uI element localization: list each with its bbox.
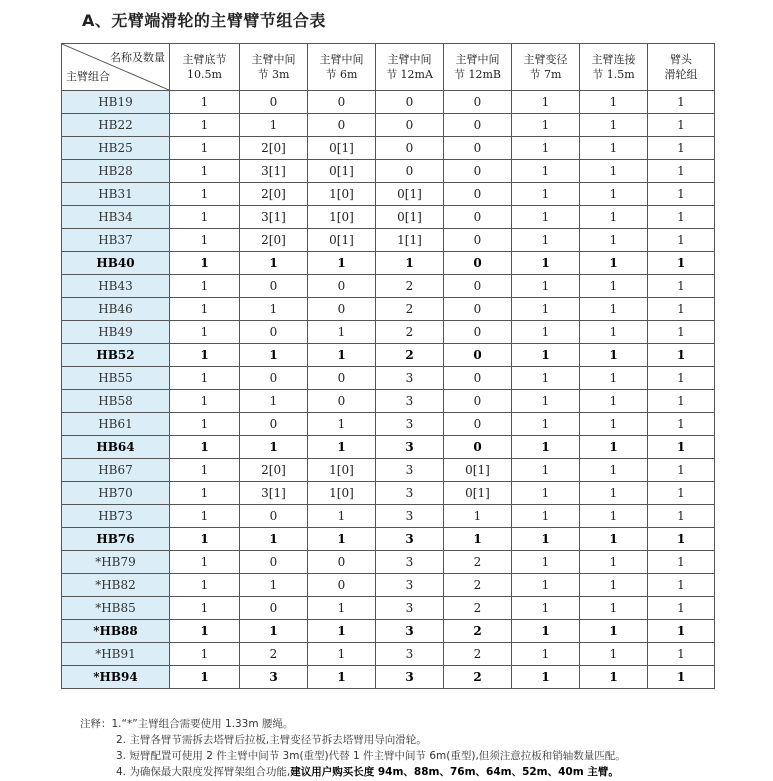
quantity-cell: 1 <box>648 459 715 482</box>
combination-name-cell: *HB94 <box>62 666 170 689</box>
quantity-cell: 3 <box>376 459 444 482</box>
quantity-cell: 1 <box>648 482 715 505</box>
corner-top-label: 名称及数量 <box>110 51 165 64</box>
quantity-cell: 1 <box>648 229 715 252</box>
quantity-cell: 1 <box>580 321 648 344</box>
quantity-cell: 1[0] <box>308 459 376 482</box>
table-row <box>62 666 715 689</box>
combination-name-cell: *HB85 <box>62 597 170 620</box>
quantity-cell: 1 <box>170 643 240 666</box>
table-row <box>62 620 715 643</box>
column-header-line: 节 7m <box>529 68 562 81</box>
quantity-cell: 1 <box>512 206 580 229</box>
quantity-cell: 1 <box>444 528 512 551</box>
quantity-cell: 1 <box>648 551 715 574</box>
table-row <box>62 390 715 413</box>
quantity-cell: 0 <box>444 298 512 321</box>
quantity-cell: 1 <box>580 252 648 275</box>
quantity-cell: 2[0] <box>240 229 308 252</box>
quantity-cell: 1 <box>240 114 308 137</box>
note-4: 4. 为确保最大限度发挥臂架组合功能,建议用户购买长度 94m、88m、76m、64m、52m、40m 主臂。 <box>116 766 619 778</box>
table-row <box>62 275 715 298</box>
quantity-cell: 1 <box>308 321 376 344</box>
table-row <box>62 574 715 597</box>
quantity-cell: 1 <box>512 298 580 321</box>
quantity-cell: 1 <box>170 275 240 298</box>
column-header-line: 主臂中间 <box>455 53 500 66</box>
combination-name-cell: HB25 <box>62 137 170 160</box>
quantity-cell: 1 <box>376 252 444 275</box>
quantity-cell: 0 <box>444 413 512 436</box>
quantity-cell: 1 <box>512 229 580 252</box>
quantity-cell: 0 <box>444 183 512 206</box>
quantity-cell: 0 <box>240 551 308 574</box>
combination-name-cell: HB49 <box>62 321 170 344</box>
quantity-cell: 1 <box>648 390 715 413</box>
quantity-cell: 1 <box>512 275 580 298</box>
quantity-cell: 1 <box>170 551 240 574</box>
quantity-cell: 1 <box>170 528 240 551</box>
quantity-cell: 0 <box>308 298 376 321</box>
corner-bottom-label: 主臂组合 <box>66 70 110 83</box>
quantity-cell: 0 <box>444 229 512 252</box>
quantity-cell: 1 <box>512 597 580 620</box>
quantity-cell: 1 <box>580 344 648 367</box>
combination-name-cell: HB70 <box>62 482 170 505</box>
column-header <box>444 44 512 91</box>
quantity-cell: 0 <box>444 390 512 413</box>
quantity-cell: 1 <box>240 390 308 413</box>
note-3: 3. 短臂配置可使用 2 件主臂中间节 3m(重型)代替 1 件主臂中间节 6m(重型),但须注意拉板和销轴数量匹配。 <box>116 750 626 762</box>
quantity-cell: 1 <box>512 183 580 206</box>
quantity-cell: 1 <box>648 620 715 643</box>
quantity-cell: 3 <box>376 620 444 643</box>
quantity-cell: 1 <box>170 436 240 459</box>
quantity-cell: 0 <box>308 275 376 298</box>
quantity-cell: 3 <box>376 482 444 505</box>
column-header <box>648 44 715 91</box>
table-row <box>62 344 715 367</box>
column-header-line: 节 12mA <box>386 68 433 81</box>
quantity-cell: 1 <box>170 252 240 275</box>
quantity-cell: 0[1] <box>308 137 376 160</box>
quantity-cell: 1 <box>580 390 648 413</box>
quantity-cell: 1 <box>240 436 308 459</box>
quantity-cell: 1 <box>170 666 240 689</box>
quantity-cell: 1 <box>512 436 580 459</box>
quantity-cell: 0[1] <box>308 160 376 183</box>
quantity-cell: 3 <box>376 390 444 413</box>
quantity-cell: 1 <box>648 91 715 114</box>
quantity-cell: 1 <box>308 666 376 689</box>
quantity-cell: 1 <box>648 321 715 344</box>
combination-name-cell: HB40 <box>62 252 170 275</box>
quantity-cell: 1 <box>580 643 648 666</box>
column-header-line: 主臂中间 <box>251 53 296 66</box>
page-title: A、无臂端滑轮的主臂臂节组合表 <box>82 11 326 30</box>
quantity-cell: 1 <box>240 252 308 275</box>
quantity-cell: 1 <box>580 91 648 114</box>
combination-name-cell: HB67 <box>62 459 170 482</box>
quantity-cell: 1 <box>512 344 580 367</box>
quantity-cell: 0[1] <box>444 482 512 505</box>
quantity-cell: 3 <box>376 597 444 620</box>
quantity-cell: 1 <box>580 597 648 620</box>
note-2: 2. 主臂各臂节需拆去塔臂后拉板,主臂变径节拆去塔臂用导向滑轮。 <box>116 734 427 746</box>
quantity-cell: 0 <box>240 367 308 390</box>
column-header-line: 主臂变径 <box>523 53 568 66</box>
quantity-cell: 1 <box>580 666 648 689</box>
combination-name-cell: *HB82 <box>62 574 170 597</box>
quantity-cell: 1 <box>170 114 240 137</box>
quantity-cell: 3 <box>376 666 444 689</box>
quantity-cell: 0 <box>376 91 444 114</box>
quantity-cell: 1 <box>512 551 580 574</box>
quantity-cell: 1 <box>170 160 240 183</box>
quantity-cell: 1 <box>648 160 715 183</box>
combination-name-cell: HB28 <box>62 160 170 183</box>
quantity-cell: 1 <box>170 229 240 252</box>
column-header-line: 节 3m <box>257 68 290 81</box>
column-header-line: 10.5m <box>187 68 222 81</box>
table-row <box>62 252 715 275</box>
column-header <box>308 44 376 91</box>
quantity-cell: 3 <box>376 528 444 551</box>
column-header <box>376 44 444 91</box>
combination-name-cell: HB22 <box>62 114 170 137</box>
quantity-cell: 1 <box>580 551 648 574</box>
quantity-cell: 0 <box>308 367 376 390</box>
quantity-cell: 1 <box>512 252 580 275</box>
quantity-cell: 1 <box>308 344 376 367</box>
quantity-cell: 2 <box>444 666 512 689</box>
quantity-cell: 0[1] <box>376 206 444 229</box>
quantity-cell: 1 <box>170 367 240 390</box>
quantity-cell: 2 <box>444 574 512 597</box>
quantity-cell: 2 <box>444 620 512 643</box>
column-header-line: 节 1.5m <box>592 68 635 81</box>
quantity-cell: 1 <box>170 413 240 436</box>
quantity-cell: 1 <box>308 505 376 528</box>
quantity-cell: 1 <box>308 252 376 275</box>
quantity-cell: 0[1] <box>308 229 376 252</box>
combination-name-cell: HB37 <box>62 229 170 252</box>
quantity-cell: 3 <box>240 666 308 689</box>
column-header-line: 主臂底节 <box>182 53 227 66</box>
quantity-cell: 1 <box>580 413 648 436</box>
quantity-cell: 0 <box>444 114 512 137</box>
notes-section <box>80 716 626 780</box>
quantity-cell: 1 <box>170 390 240 413</box>
quantity-cell: 1 <box>648 137 715 160</box>
column-header-line: 节 12mB <box>453 68 501 81</box>
quantity-cell: 1 <box>512 459 580 482</box>
combination-name-cell: HB19 <box>62 91 170 114</box>
quantity-cell: 1[1] <box>376 229 444 252</box>
quantity-cell: 1 <box>648 344 715 367</box>
quantity-cell: 0 <box>376 137 444 160</box>
quantity-cell: 1 <box>240 574 308 597</box>
notes-label: 注释： <box>80 718 112 730</box>
quantity-cell: 0 <box>240 275 308 298</box>
quantity-cell: 2 <box>444 597 512 620</box>
boom-combination-table <box>61 43 715 689</box>
quantity-cell: 0 <box>444 137 512 160</box>
table-row <box>62 643 715 666</box>
quantity-cell: 0 <box>308 114 376 137</box>
quantity-cell: 1 <box>580 459 648 482</box>
combination-name-cell: HB31 <box>62 183 170 206</box>
quantity-cell: 1 <box>580 160 648 183</box>
quantity-cell: 0 <box>376 160 444 183</box>
quantity-cell: 1 <box>648 183 715 206</box>
quantity-cell: 1 <box>580 620 648 643</box>
table-row <box>62 137 715 160</box>
quantity-cell: 0 <box>240 597 308 620</box>
table-row <box>62 321 715 344</box>
quantity-cell: 3[1] <box>240 160 308 183</box>
table-row <box>62 229 715 252</box>
quantity-cell: 1 <box>170 505 240 528</box>
combination-name-cell: HB64 <box>62 436 170 459</box>
quantity-cell: 1 <box>512 413 580 436</box>
table-row <box>62 183 715 206</box>
quantity-cell: 1 <box>170 344 240 367</box>
quantity-cell: 1 <box>170 183 240 206</box>
quantity-cell: 1 <box>444 505 512 528</box>
note-1: 注释：1.“*”主臂组合需要使用 1.33m 腰绳。 <box>80 718 294 730</box>
quantity-cell: 2 <box>444 551 512 574</box>
combination-name-cell: *HB79 <box>62 551 170 574</box>
quantity-cell: 3 <box>376 413 444 436</box>
quantity-cell: 3 <box>376 551 444 574</box>
quantity-cell: 1 <box>648 413 715 436</box>
quantity-cell: 1 <box>648 574 715 597</box>
quantity-cell: 2 <box>376 298 444 321</box>
quantity-cell: 1 <box>580 367 648 390</box>
quantity-cell: 0[1] <box>444 459 512 482</box>
quantity-cell: 0 <box>240 413 308 436</box>
table-row <box>62 91 715 114</box>
quantity-cell: 0 <box>308 574 376 597</box>
quantity-cell: 1 <box>512 574 580 597</box>
table-row <box>62 551 715 574</box>
quantity-cell: 1 <box>580 482 648 505</box>
quantity-cell: 0 <box>240 91 308 114</box>
quantity-cell: 1 <box>648 436 715 459</box>
column-header <box>170 44 240 91</box>
quantity-cell: 1 <box>580 114 648 137</box>
quantity-cell: 1 <box>648 275 715 298</box>
quantity-cell: 1 <box>512 91 580 114</box>
quantity-cell: 1 <box>512 367 580 390</box>
combination-name-cell: HB43 <box>62 275 170 298</box>
quantity-cell: 1 <box>648 666 715 689</box>
table-row <box>62 114 715 137</box>
quantity-cell: 3 <box>376 574 444 597</box>
quantity-cell: 2 <box>376 275 444 298</box>
quantity-cell: 1 <box>648 597 715 620</box>
combination-name-cell: HB58 <box>62 390 170 413</box>
quantity-cell: 1 <box>240 344 308 367</box>
quantity-cell: 1 <box>648 528 715 551</box>
quantity-cell: 0 <box>444 344 512 367</box>
table-row <box>62 482 715 505</box>
quantity-cell: 1 <box>170 597 240 620</box>
quantity-cell: 1 <box>240 298 308 321</box>
quantity-cell: 1 <box>580 298 648 321</box>
quantity-cell: 2 <box>376 321 444 344</box>
column-header-line: 滑轮组 <box>664 68 698 81</box>
quantity-cell: 1 <box>580 528 648 551</box>
table-row <box>62 459 715 482</box>
quantity-cell: 2 <box>240 643 308 666</box>
quantity-cell: 2 <box>444 643 512 666</box>
quantity-cell: 1 <box>648 114 715 137</box>
quantity-cell: 1 <box>170 91 240 114</box>
quantity-cell: 2[0] <box>240 137 308 160</box>
quantity-cell: 1 <box>580 505 648 528</box>
combination-name-cell: HB73 <box>62 505 170 528</box>
quantity-cell: 2[0] <box>240 459 308 482</box>
table-row <box>62 436 715 459</box>
quantity-cell: 1 <box>512 160 580 183</box>
table-row <box>62 367 715 390</box>
note-4-emphasis: 建议用户购买长度 94m、88m、76m、64m、52m、40m 主臂。 <box>290 766 619 778</box>
quantity-cell: 0 <box>240 321 308 344</box>
quantity-cell: 0 <box>308 91 376 114</box>
quantity-cell: 1 <box>580 275 648 298</box>
quantity-cell: 1 <box>308 528 376 551</box>
quantity-cell: 1 <box>580 206 648 229</box>
quantity-cell: 1 <box>170 321 240 344</box>
combination-name-cell: HB55 <box>62 367 170 390</box>
quantity-cell: 1 <box>170 137 240 160</box>
combination-name-cell: HB52 <box>62 344 170 367</box>
column-header-line: 主臂中间 <box>319 53 364 66</box>
quantity-cell: 1 <box>308 643 376 666</box>
quantity-cell: 1 <box>648 206 715 229</box>
quantity-cell: 1 <box>170 482 240 505</box>
column-header <box>580 44 648 91</box>
quantity-cell: 1 <box>308 436 376 459</box>
quantity-cell: 1 <box>648 505 715 528</box>
quantity-cell: 1 <box>308 620 376 643</box>
quantity-cell: 0 <box>308 551 376 574</box>
quantity-cell: 0 <box>444 367 512 390</box>
quantity-cell: 1 <box>512 114 580 137</box>
quantity-cell: 0 <box>444 91 512 114</box>
column-header-line: 臂头 <box>670 53 692 66</box>
quantity-cell: 3 <box>376 436 444 459</box>
quantity-cell: 1 <box>580 229 648 252</box>
combination-name-cell: *HB88 <box>62 620 170 643</box>
table-row <box>62 505 715 528</box>
quantity-cell: 1 <box>580 137 648 160</box>
column-header <box>512 44 580 91</box>
quantity-cell: 1 <box>580 183 648 206</box>
quantity-cell: 0 <box>308 390 376 413</box>
quantity-cell: 1 <box>580 574 648 597</box>
quantity-cell: 1[0] <box>308 183 376 206</box>
quantity-cell: 1 <box>308 413 376 436</box>
quantity-cell: 1 <box>240 620 308 643</box>
quantity-cell: 3 <box>376 505 444 528</box>
quantity-cell: 1 <box>580 436 648 459</box>
combination-name-cell: HB46 <box>62 298 170 321</box>
quantity-cell: 1 <box>512 620 580 643</box>
quantity-cell: 0 <box>376 114 444 137</box>
table-row <box>62 597 715 620</box>
quantity-cell: 1 <box>170 459 240 482</box>
table-row <box>62 298 715 321</box>
quantity-cell: 1 <box>170 298 240 321</box>
table-row <box>62 160 715 183</box>
quantity-cell: 1 <box>648 367 715 390</box>
quantity-cell: 1 <box>170 620 240 643</box>
quantity-cell: 1 <box>240 528 308 551</box>
quantity-cell: 1 <box>512 137 580 160</box>
quantity-cell: 0 <box>444 160 512 183</box>
quantity-cell: 1[0] <box>308 482 376 505</box>
quantity-cell: 1 <box>512 643 580 666</box>
quantity-cell: 1 <box>170 206 240 229</box>
quantity-cell: 2[0] <box>240 183 308 206</box>
quantity-cell: 1 <box>512 321 580 344</box>
quantity-cell: 0[1] <box>376 183 444 206</box>
quantity-cell: 1 <box>512 505 580 528</box>
quantity-cell: 3 <box>376 367 444 390</box>
corner-header-cell <box>62 44 170 91</box>
quantity-cell: 1 <box>648 298 715 321</box>
table-row <box>62 413 715 436</box>
quantity-cell: 1 <box>512 528 580 551</box>
combination-name-cell: HB34 <box>62 206 170 229</box>
quantity-cell: 1 <box>512 390 580 413</box>
quantity-cell: 1 <box>170 574 240 597</box>
table-row <box>62 206 715 229</box>
quantity-cell: 1 <box>648 252 715 275</box>
quantity-cell: 0 <box>240 505 308 528</box>
quantity-cell: 1 <box>512 482 580 505</box>
combination-name-cell: HB76 <box>62 528 170 551</box>
column-header <box>240 44 308 91</box>
quantity-cell: 2 <box>376 344 444 367</box>
column-header-line: 主臂中间 <box>387 53 432 66</box>
quantity-cell: 3 <box>376 643 444 666</box>
quantity-cell: 0 <box>444 206 512 229</box>
column-header-line: 节 6m <box>325 68 358 81</box>
quantity-cell: 3[1] <box>240 482 308 505</box>
quantity-cell: 0 <box>444 436 512 459</box>
quantity-cell: 0 <box>444 321 512 344</box>
quantity-cell: 0 <box>444 252 512 275</box>
table-header-row <box>62 44 715 91</box>
combination-name-cell: HB61 <box>62 413 170 436</box>
quantity-cell: 1 <box>648 643 715 666</box>
column-header-line: 主臂连接 <box>591 53 636 66</box>
quantity-cell: 1 <box>512 666 580 689</box>
quantity-cell: 1 <box>308 597 376 620</box>
table-row <box>62 528 715 551</box>
combination-name-cell: *HB91 <box>62 643 170 666</box>
quantity-cell: 3[1] <box>240 206 308 229</box>
quantity-cell: 1[0] <box>308 206 376 229</box>
quantity-cell: 0 <box>444 275 512 298</box>
